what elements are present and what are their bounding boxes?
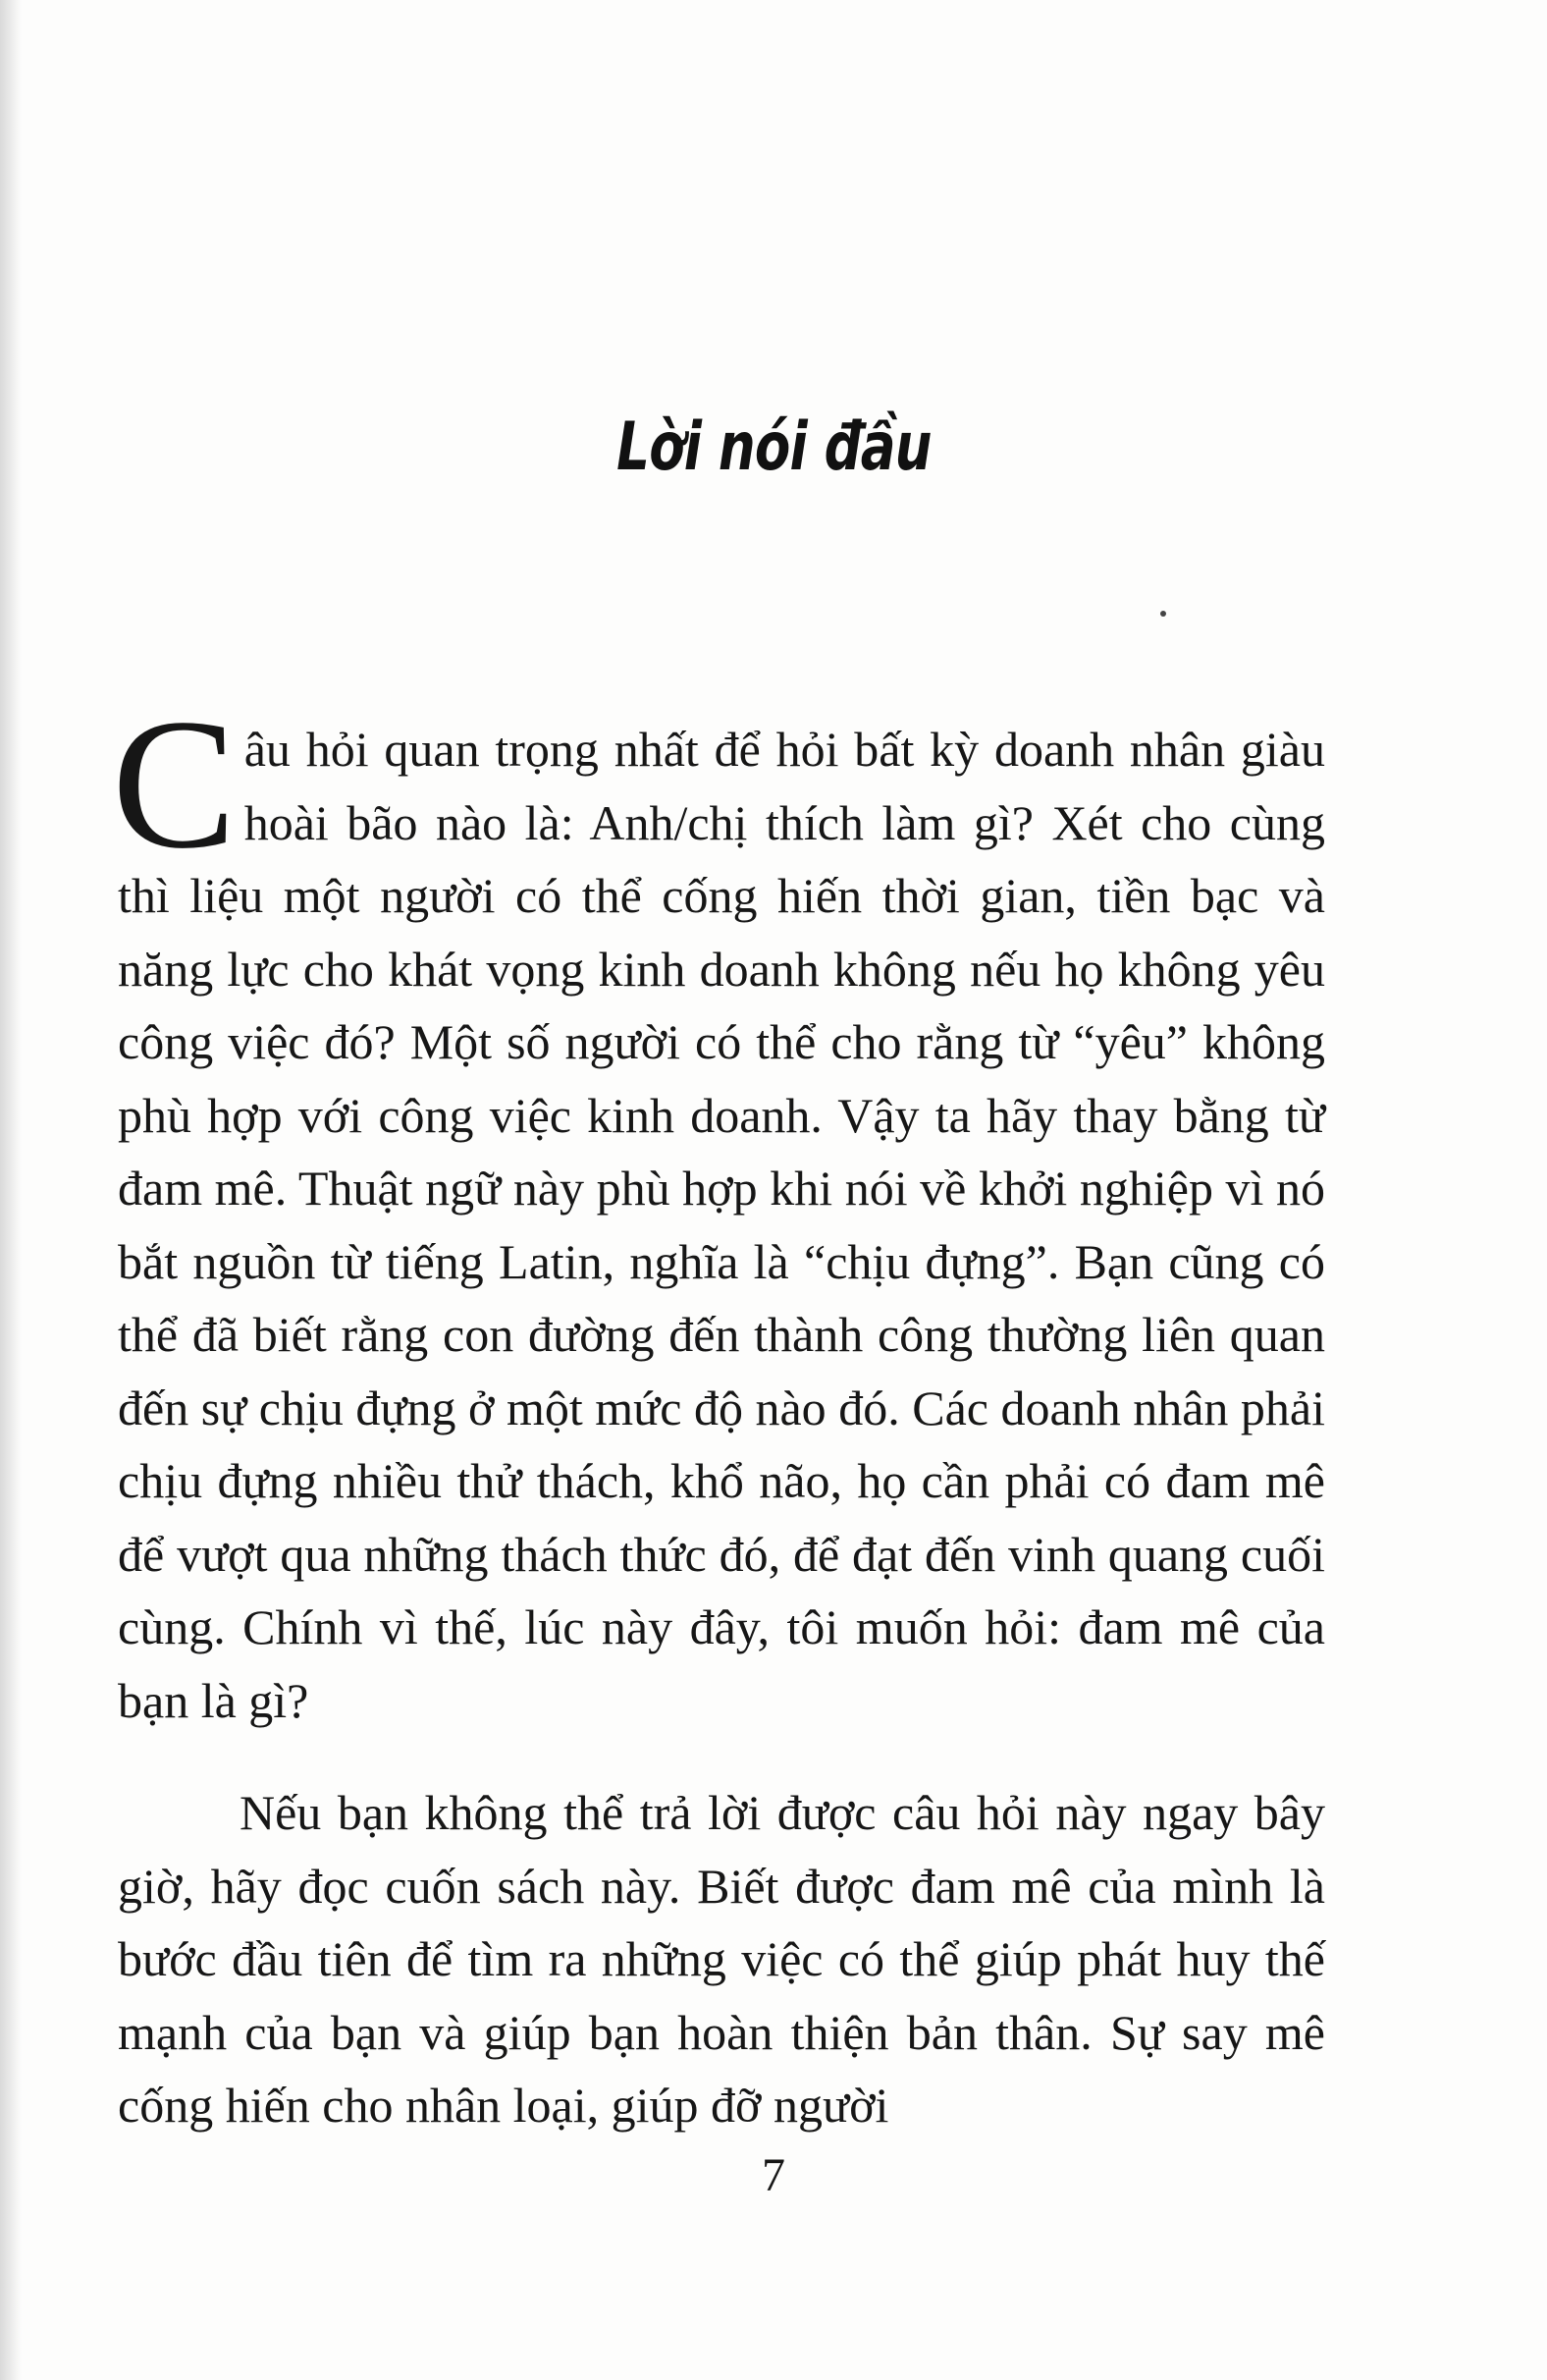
page-number: 7 — [762, 2149, 785, 2201]
print-speck — [1160, 611, 1166, 617]
page-edge-shadow — [0, 0, 22, 2380]
drop-cap: C — [112, 681, 237, 888]
paragraph-1-text: âu hỏi quan trọng nhất để hỏi bất kỳ doanh nhân giàu hoài bão nào là: Anh/chị thích làm gì? Xét cho cùng thì liệu một người có thể cống hiến thời gian, tiền bạc và năng lực cho khát vọng kinh doanh không nếu họ không yêu công việc đó? Một số người có thể cho rằng từ “yêu” không phù hợp với công việc kinh doanh. Vậy ta hãy thay bằng từ đam mê. Thuật ngữ này phù hợp khi nói về khởi nghiệp vì nó bắt nguồn từ tiếng Latin, nghĩa là “chịu đựng”. Bạn cũng có thể đã biết rằng con đường đến thành công thường liên quan đến sự chịu đựng ở một mức độ nào đó. Các doanh nhân phải chịu đựng nhiều thử thách, khổ não, họ cần phải có đam mê để vượt qua những thách thức đó, để đạt đến vinh quang cuối cùng. Chính vì thế, lúc này đây, tôi muốn hỏi: đam mê của bạn là gì? — [118, 722, 1325, 1728]
chapter-title: Lời nói đầu — [616, 407, 932, 486]
body-text — [112, 681, 1325, 2142]
paragraph-2: Nếu bạn không thể trả lời được câu hỏi này ngay bây giờ, hãy đọc cuốn sách này. Biết được đam mê của mình là bước đầu tiên để tìm ra những việc có thể giúp phát huy thế mạnh của bạn và giúp bạn hoàn thiện bản thân. Sự say mê cống hiến cho nhân loại, giúp đỡ người — [118, 1785, 1325, 2133]
paragraph-1 — [112, 681, 1325, 1737]
